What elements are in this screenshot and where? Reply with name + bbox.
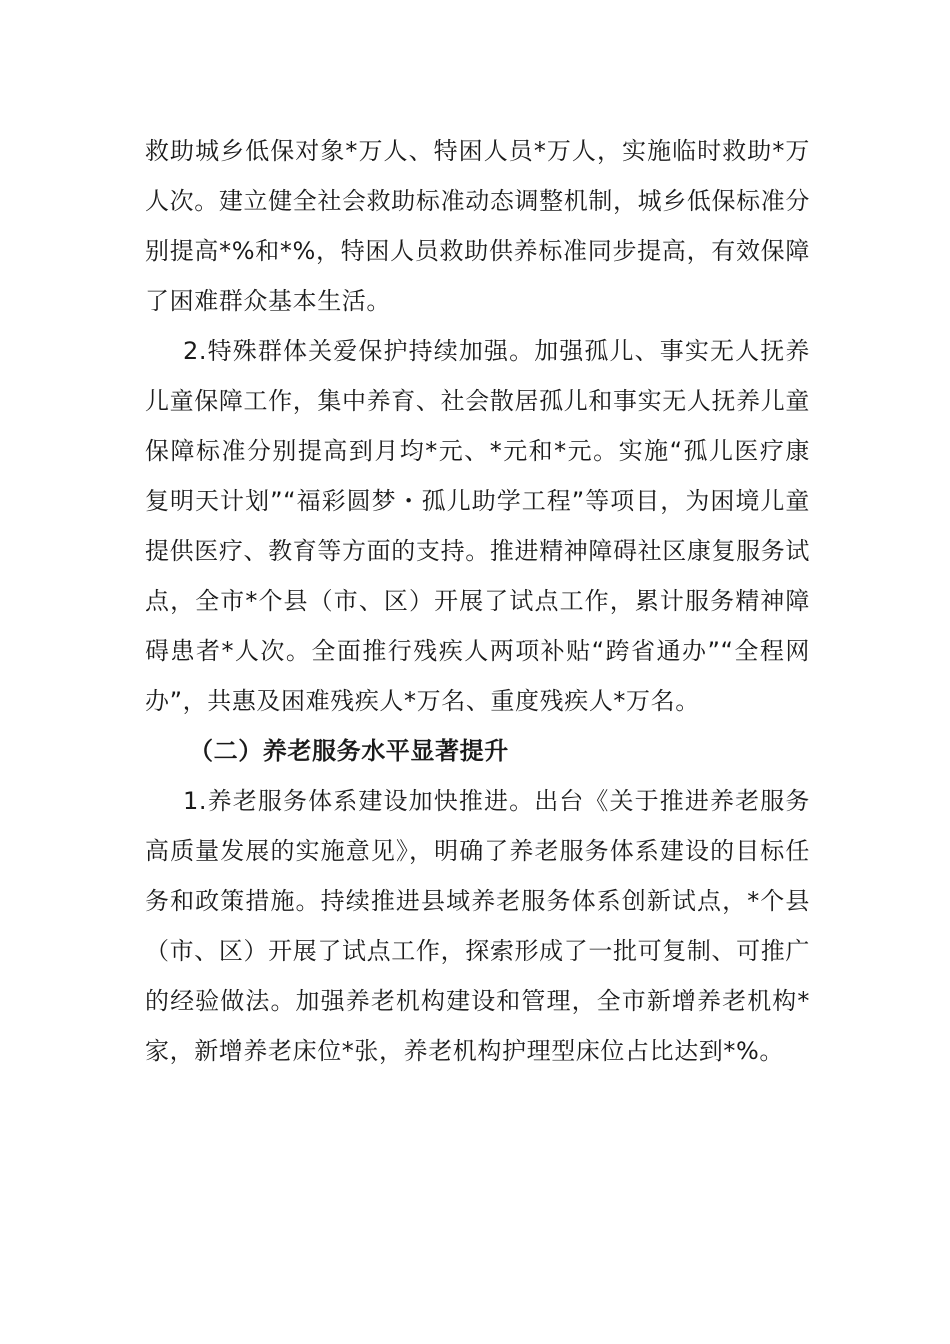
paragraph-special-groups: 2.特殊群体关爱保护持续加强。加强孤儿、事实无人抚养儿童保障工作，集中养育、社会散居孤儿和事实无人抚养儿童保障标准分别提高到月均*元、*元和*元。实施“孤儿医疗康复明天计划”“福彩圆梦・孤儿助学工程”等项目，为困境儿童提供医疗、教育等方面的支持。推进精神障碍社区康复服务试点，全市*个县（市、区）开展了试点工作，累计服务精神障碍患者*人次。全面推行残疾人两项补贴“跨省通办”“全程网办”，共惠及困难残疾人*万名、重度残疾人*万名。 xyxy=(145,337,810,715)
section-heading-elderly-care: （二）养老服务水平显著提升 xyxy=(189,737,509,765)
paragraph-elderly-care-system: 1.养老服务体系建设加快推进。出台《关于推进养老服务高质量发展的实施意见》，明确了养老服务体系建设的目标任务和政策措施。持续推进县域养老服务体系创新试点，*个县（市、区）开展了试点工作，探索形成了一批可复制、可推广的经验做法。加强养老机构建设和管理，全市新增养老机构*家，新增养老床位*张，养老机构护理型床位占比达到*%。 xyxy=(145,787,810,1065)
document-body xyxy=(145,126,810,1076)
paragraph-social-assistance: 救助城乡低保对象*万人、特困人员*万人，实施临时救助*万人次。建立健全社会救助标准动态调整机制，城乡低保标准分别提高*%和*%，特困人员救助供养标准同步提高，有效保障了困难群众基本生活。 xyxy=(145,137,810,315)
